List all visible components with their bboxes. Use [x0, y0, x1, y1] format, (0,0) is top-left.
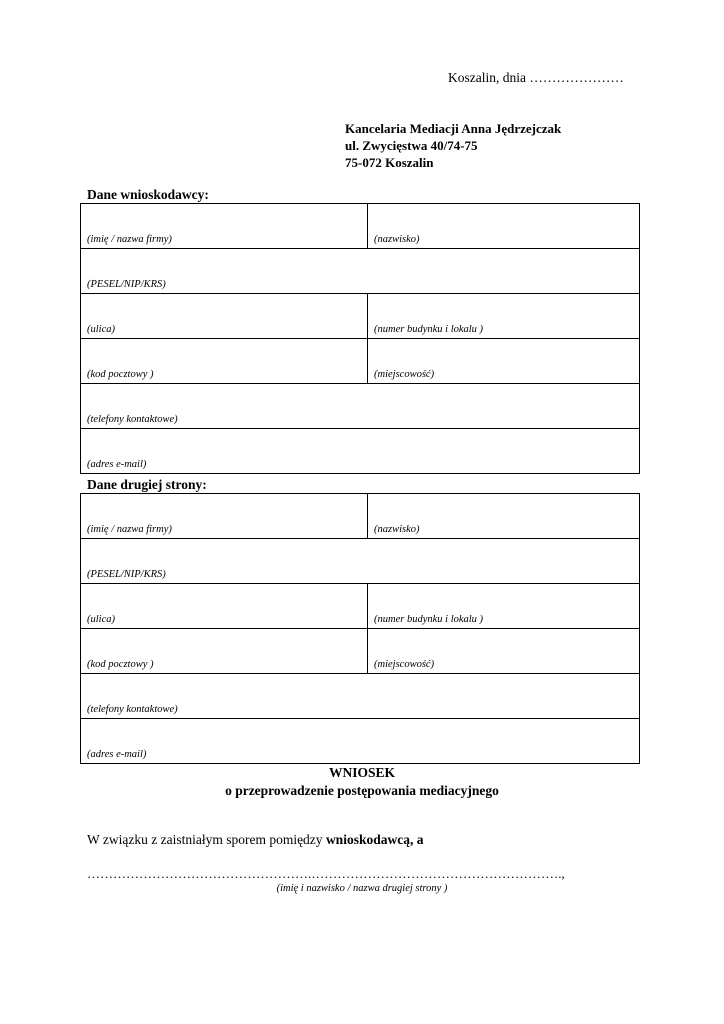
other-party-city-field[interactable]: (miejscowość): [368, 629, 640, 674]
other-party-name-field[interactable]: (imię / nazwa firmy): [81, 494, 368, 539]
other-party-street-field[interactable]: (ulica): [81, 584, 368, 629]
other-party-name-line[interactable]: …………………………………………….………………………………………………….,: [87, 866, 565, 881]
addressee-street: ul. Zwycięstwa 40/74-75: [345, 138, 478, 153]
applicant-street-field[interactable]: (ulica): [81, 294, 368, 339]
applicant-form-table: [80, 203, 640, 474]
applicant-email-field[interactable]: (adres e-mail): [81, 429, 640, 474]
request-body-prefix: W związku z zaistniałym sporem pomiędzy: [87, 832, 326, 847]
applicant-city-field[interactable]: (miejscowość): [368, 339, 640, 384]
request-body-bold: wnioskodawcą, a: [325, 832, 424, 847]
addressee-city: 75-072 Koszalin: [345, 155, 434, 170]
other-party-section-title: Dane drugiej strony:: [87, 477, 207, 492]
other-party-pesel-field[interactable]: (PESEL/NIP/KRS): [81, 539, 640, 584]
applicant-pesel-field[interactable]: (PESEL/NIP/KRS): [81, 249, 640, 294]
other-party-email-field[interactable]: (adres e-mail): [81, 719, 640, 764]
request-body-line: [87, 832, 423, 848]
request-title: WNIOSEK: [328, 765, 396, 780]
other-party-surname-field[interactable]: (nazwisko): [368, 494, 640, 539]
applicant-postal-field[interactable]: (kod pocztowy ): [81, 339, 368, 384]
other-party-building-field[interactable]: (numer budynku i lokalu ): [368, 584, 640, 629]
addressee-block: [345, 120, 561, 171]
applicant-phone-field[interactable]: (telefony kontaktowe): [81, 384, 640, 429]
request-subtitle: o przeprowadzenie postępowania mediacyjnego: [225, 783, 499, 798]
applicant-section-title: Dane wnioskodawcy:: [87, 187, 209, 202]
place-date: Koszalin, dnia …………………: [448, 70, 624, 85]
addressee-name: Kancelaria Mediacji Anna Jędrzejczak: [345, 121, 562, 136]
other-party-postal-field[interactable]: (kod pocztowy ): [81, 629, 368, 674]
applicant-surname-field[interactable]: (nazwisko): [368, 204, 640, 249]
applicant-name-field[interactable]: (imię / nazwa firmy): [81, 204, 368, 249]
other-party-form-table: [80, 493, 640, 764]
other-party-name-caption: (imię i nazwisko / nazwa drugiej strony ): [276, 883, 448, 894]
other-party-phone-field[interactable]: (telefony kontaktowe): [81, 674, 640, 719]
applicant-building-field[interactable]: (numer budynku i lokalu ): [368, 294, 640, 339]
